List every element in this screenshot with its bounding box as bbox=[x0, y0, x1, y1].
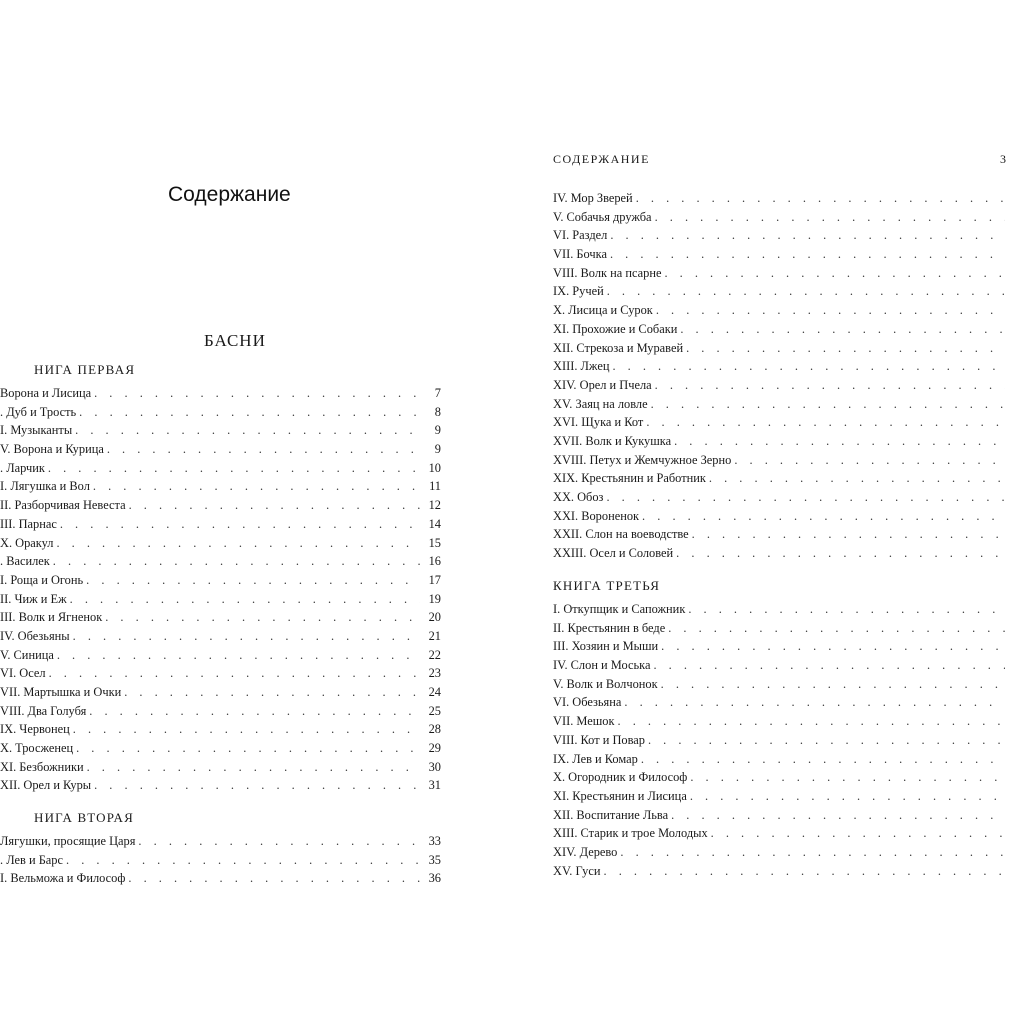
toc-entry-page: 8 bbox=[434, 404, 441, 419]
running-title: СОДЕРЖАНИЕ bbox=[553, 152, 650, 166]
dot-leader bbox=[676, 544, 1005, 563]
dot-leader bbox=[604, 862, 1005, 881]
dot-leader bbox=[89, 702, 420, 721]
dot-leader bbox=[686, 339, 1005, 358]
dot-leader bbox=[636, 189, 1005, 208]
toc-entry[interactable] bbox=[553, 488, 1005, 507]
dot-leader bbox=[612, 357, 1005, 376]
toc-entry-title: Лягушки, просящие Царя bbox=[0, 834, 136, 848]
toc-entry[interactable] bbox=[553, 226, 1005, 245]
toc-entry-page: 21 bbox=[428, 628, 441, 643]
dot-leader bbox=[709, 469, 1005, 488]
toc-entry[interactable] bbox=[553, 862, 1005, 881]
toc-entry-page: 7 bbox=[434, 386, 441, 400]
toc-entry[interactable] bbox=[553, 320, 1005, 339]
toc-entry-title: III. Хозяин и Мыши bbox=[553, 639, 659, 654]
toc-entry-page: 9 bbox=[434, 442, 441, 457]
toc-entry[interactable] bbox=[553, 806, 1005, 825]
dot-leader bbox=[671, 806, 1005, 825]
toc-entry[interactable] bbox=[0, 851, 441, 870]
toc-entry-page: 23 bbox=[428, 666, 441, 681]
dot-leader bbox=[624, 693, 1005, 712]
toc-entry[interactable] bbox=[553, 469, 1005, 488]
dot-leader bbox=[73, 720, 420, 739]
toc-entry-title: III. Волк и Ягненок bbox=[0, 610, 103, 625]
dot-leader bbox=[653, 656, 1005, 675]
dot-leader bbox=[86, 571, 420, 590]
toc-entry[interactable] bbox=[0, 534, 441, 553]
dot-leader bbox=[79, 403, 420, 422]
toc-entry-page: 24 bbox=[428, 685, 441, 699]
toc-entry[interactable] bbox=[553, 619, 1005, 638]
toc-entry[interactable] bbox=[553, 843, 1005, 862]
toc-entry[interactable] bbox=[553, 395, 1005, 414]
toc-entry-title: VIII. Кот и Повар bbox=[553, 732, 645, 747]
dot-leader bbox=[648, 731, 1005, 750]
toc-entry-title: VI. Обезьяна bbox=[553, 695, 622, 710]
toc-entry[interactable] bbox=[553, 656, 1005, 675]
toc-entry-title: XXII. Слон на воеводстве bbox=[553, 527, 689, 542]
dot-leader bbox=[87, 758, 420, 777]
toc-entry[interactable] bbox=[553, 544, 1005, 563]
toc-entry-title: IX. Лев и Комар bbox=[553, 751, 638, 766]
toc-entry-title: VIII. Волк на псарне bbox=[553, 265, 662, 280]
toc-entry[interactable] bbox=[553, 245, 1005, 264]
toc-entry-title: V. Волк и Волчонок bbox=[553, 676, 658, 691]
dot-leader bbox=[606, 488, 1005, 507]
dot-leader bbox=[656, 301, 1005, 320]
toc-entry-title: IV. Слон и Моська bbox=[553, 658, 651, 673]
dot-leader bbox=[651, 395, 1005, 414]
dot-leader bbox=[48, 459, 420, 478]
toc-entry[interactable] bbox=[0, 758, 441, 777]
toc-entry[interactable] bbox=[0, 702, 441, 721]
toc-entry-page: 31 bbox=[428, 778, 441, 793]
toc-entry-title: X. Лисица и Сурок bbox=[553, 303, 653, 318]
dot-leader bbox=[680, 320, 1005, 339]
toc-entry-page: 30 bbox=[428, 759, 441, 774]
toc-entry-title: VI. Осел bbox=[0, 666, 46, 681]
toc-entry-title: XXI. Вороненок bbox=[553, 508, 640, 523]
dot-leader bbox=[105, 608, 420, 627]
dot-leader bbox=[655, 208, 1005, 227]
right-page bbox=[505, 0, 1024, 1024]
toc-entry[interactable] bbox=[0, 720, 441, 739]
dot-leader bbox=[94, 384, 420, 403]
toc-entry[interactable] bbox=[553, 824, 1005, 843]
toc-entry-page: 25 bbox=[428, 703, 441, 718]
dot-leader bbox=[641, 750, 1005, 769]
toc-entry-title: . Ларчик bbox=[0, 460, 45, 475]
toc-entry[interactable] bbox=[553, 301, 1005, 320]
toc-entry[interactable] bbox=[553, 189, 1005, 208]
toc-entry[interactable] bbox=[0, 515, 441, 534]
toc-entry-title: XIV. Дерево bbox=[553, 844, 618, 859]
toc-entry-title: I. Лягушка и Вол bbox=[0, 479, 90, 494]
dot-leader bbox=[642, 507, 1005, 526]
dot-leader bbox=[664, 264, 1005, 283]
toc-entry[interactable] bbox=[553, 208, 1005, 227]
toc-entry-title: Ворона и Лисица bbox=[0, 386, 92, 400]
book-two-toc bbox=[0, 832, 441, 888]
toc-entry-title: XII. Воспитание Льва bbox=[553, 807, 669, 822]
toc-entry-title: XI. Крестьянин и Лисица bbox=[553, 788, 687, 803]
dot-leader bbox=[668, 619, 1005, 638]
toc-entry-title: I. Роща и Огонь bbox=[0, 572, 84, 587]
toc-entry[interactable] bbox=[0, 627, 441, 646]
toc-entry[interactable] bbox=[0, 646, 441, 665]
dot-leader bbox=[60, 515, 420, 534]
toc-entry-title: X. Оракул bbox=[0, 535, 54, 550]
toc-entry[interactable] bbox=[553, 693, 1005, 712]
toc-entry-page: 35 bbox=[428, 852, 441, 867]
toc-entry[interactable] bbox=[0, 496, 441, 515]
dot-leader bbox=[138, 832, 420, 851]
toc-entry-page: 9 bbox=[434, 423, 441, 438]
toc-entry[interactable] bbox=[553, 712, 1005, 731]
toc-entry-title: VI. Раздел bbox=[553, 228, 608, 243]
toc-entry[interactable] bbox=[0, 869, 441, 888]
toc-entry[interactable] bbox=[553, 282, 1005, 301]
toc-entry[interactable] bbox=[0, 459, 441, 478]
toc-entry[interactable] bbox=[0, 739, 441, 758]
dot-leader bbox=[674, 432, 1005, 451]
toc-entry[interactable] bbox=[553, 357, 1005, 376]
dot-leader bbox=[66, 851, 420, 870]
toc-entry-page: 11 bbox=[429, 479, 441, 494]
dot-leader bbox=[688, 600, 1005, 619]
book-two-title: НИГА ВТОРАЯ bbox=[34, 810, 134, 825]
toc-entry-title: V. Собачья дружба bbox=[553, 209, 652, 224]
toc-entry-title: XII. Орел и Куры bbox=[0, 778, 92, 793]
dot-leader bbox=[49, 664, 420, 683]
book-three-toc bbox=[553, 600, 1005, 880]
toc-entry[interactable] bbox=[0, 552, 441, 571]
toc-entry-title: VII. Бочка bbox=[553, 247, 607, 262]
toc-entry-page: 12 bbox=[428, 498, 441, 513]
toc-entry[interactable] bbox=[553, 600, 1005, 619]
toc-entry-title: II. Чиж и Еж bbox=[0, 591, 67, 606]
toc-entry-title: II. Разборчивая Невеста bbox=[0, 498, 126, 513]
toc-entry-page: 33 bbox=[428, 834, 441, 848]
dot-leader bbox=[711, 824, 1005, 843]
toc-entry[interactable] bbox=[0, 421, 441, 440]
toc-entry[interactable] bbox=[0, 590, 441, 609]
toc-entry-title: IX. Червонец bbox=[0, 722, 70, 737]
dot-leader bbox=[655, 376, 1005, 395]
toc-entry-title: XII. Стрекоза и Муравей bbox=[553, 340, 684, 355]
dot-leader bbox=[661, 675, 1005, 694]
dot-leader bbox=[75, 421, 420, 440]
toc-entry-page: 10 bbox=[428, 460, 441, 475]
toc-entry[interactable] bbox=[553, 339, 1005, 358]
dot-leader bbox=[94, 776, 420, 795]
section-heading-fables: БАСНИ bbox=[204, 331, 266, 350]
dot-leader bbox=[610, 245, 1005, 264]
toc-entry-title: XVIII. Петух и Жемчужное Зерно bbox=[553, 452, 732, 467]
toc-entry-title: II. Крестьянин в беде bbox=[553, 620, 666, 635]
toc-entry-page: 36 bbox=[428, 871, 441, 886]
dot-leader bbox=[56, 534, 420, 553]
toc-entry[interactable] bbox=[0, 683, 441, 702]
contents-heading: Содержание bbox=[168, 183, 291, 206]
toc-entry-title: XI. Прохожие и Собаки bbox=[553, 321, 678, 336]
toc-entry[interactable] bbox=[0, 440, 441, 459]
dot-leader bbox=[734, 451, 1005, 470]
toc-entry[interactable] bbox=[553, 413, 1005, 432]
toc-entry-title: XVI. Щука и Кот bbox=[553, 415, 644, 430]
toc-entry-page: 22 bbox=[428, 647, 441, 662]
book-three-title: КНИГА ТРЕТЬЯ bbox=[553, 578, 661, 593]
dot-leader bbox=[53, 552, 420, 571]
toc-entry[interactable] bbox=[553, 432, 1005, 451]
dot-leader bbox=[76, 739, 420, 758]
toc-entry-page: 29 bbox=[428, 741, 441, 756]
toc-entry-title: XV. Гуси bbox=[553, 863, 601, 878]
toc-entry[interactable] bbox=[553, 731, 1005, 750]
dot-leader bbox=[618, 712, 1005, 731]
dot-leader bbox=[129, 496, 420, 515]
toc-entry-title: V. Синица bbox=[0, 647, 54, 662]
dot-leader bbox=[93, 477, 420, 496]
toc-entry-page: 14 bbox=[428, 516, 441, 531]
dot-leader bbox=[690, 787, 1005, 806]
toc-entry-title: X. Тросженец bbox=[0, 741, 74, 756]
toc-entry-page: 17 bbox=[428, 572, 441, 587]
toc-entry-page: 16 bbox=[428, 554, 441, 569]
toc-entry[interactable] bbox=[0, 403, 441, 422]
dot-leader bbox=[690, 768, 1005, 787]
toc-entry[interactable] bbox=[553, 750, 1005, 769]
toc-entry[interactable] bbox=[553, 376, 1005, 395]
toc-entry[interactable] bbox=[0, 608, 441, 627]
toc-entry-title: XIII. Лжец bbox=[553, 359, 610, 374]
toc-entry[interactable] bbox=[0, 832, 441, 851]
toc-entry-title: XIV. Орел и Пчела bbox=[553, 377, 652, 392]
dot-leader bbox=[692, 525, 1005, 544]
dot-leader bbox=[661, 637, 1005, 656]
toc-entry-title: VIII. Два Голубя bbox=[0, 703, 87, 718]
toc-entry-title: VII. Мартышка и Очки bbox=[0, 685, 122, 699]
dot-leader bbox=[620, 843, 1005, 862]
toc-entry-page: 20 bbox=[428, 610, 441, 625]
toc-entry-title: XVII. Волк и Кукушка bbox=[553, 433, 672, 448]
toc-entry[interactable] bbox=[0, 776, 441, 795]
toc-entry[interactable] bbox=[553, 787, 1005, 806]
dot-leader bbox=[607, 282, 1005, 301]
toc-entry-page: 15 bbox=[428, 535, 441, 550]
page-number: 3 bbox=[1000, 152, 1006, 166]
toc-entry-title: . Василек bbox=[0, 554, 50, 569]
toc-entry-title: I. Вельможа и Философ bbox=[0, 871, 126, 886]
toc-entry-title: V. Ворона и Курица bbox=[0, 442, 104, 457]
toc-entry[interactable] bbox=[553, 637, 1005, 656]
toc-entry-title: . Лев и Барс bbox=[0, 852, 63, 867]
dot-leader bbox=[124, 683, 420, 702]
toc-entry-title: IV. Обезьяны bbox=[0, 628, 70, 643]
book-one-title: НИГА ПЕРВАЯ bbox=[34, 362, 136, 377]
toc-entry[interactable] bbox=[553, 675, 1005, 694]
toc-entry-title: III. Парнас bbox=[0, 516, 57, 531]
toc-entry[interactable] bbox=[553, 507, 1005, 526]
toc-entry[interactable] bbox=[0, 477, 441, 496]
book-two-continued-toc bbox=[553, 189, 1005, 563]
toc-entry-title: I. Откупщик и Сапожник bbox=[553, 602, 686, 616]
dot-leader bbox=[73, 627, 420, 646]
toc-entry[interactable] bbox=[553, 525, 1005, 544]
dot-leader bbox=[610, 226, 1005, 245]
toc-entry[interactable] bbox=[0, 664, 441, 683]
toc-entry-title: IX. Ручей bbox=[553, 284, 604, 299]
toc-entry-title: XV. Заяц на ловле bbox=[553, 396, 648, 411]
running-header bbox=[553, 152, 1006, 167]
toc-entry-page: 19 bbox=[428, 591, 441, 606]
toc-entry[interactable] bbox=[0, 384, 441, 403]
dot-leader bbox=[128, 869, 420, 888]
toc-entry-title: XI. Безбожники bbox=[0, 759, 84, 774]
toc-entry-title: XIII. Старик и трое Молодых bbox=[553, 826, 708, 841]
dot-leader bbox=[107, 440, 420, 459]
toc-entry-page: 28 bbox=[428, 722, 441, 737]
toc-entry-title: X. Огородник и Философ bbox=[553, 770, 688, 785]
toc-entry-title: IV. Мор Зверей bbox=[553, 191, 633, 205]
toc-entry[interactable] bbox=[553, 451, 1005, 470]
dot-leader bbox=[57, 646, 420, 665]
toc-entry-title: XX. Обоз bbox=[553, 490, 604, 504]
left-page bbox=[0, 0, 505, 1024]
dot-leader bbox=[70, 590, 420, 609]
toc-entry-title: XIX. Крестьянин и Работник bbox=[553, 471, 706, 486]
toc-entry[interactable] bbox=[553, 768, 1005, 787]
dot-leader bbox=[646, 413, 1005, 432]
toc-entry[interactable] bbox=[553, 264, 1005, 283]
toc-entry-title: VII. Мешок bbox=[553, 714, 615, 729]
toc-entry-title: XXIII. Осел и Соловей bbox=[553, 546, 674, 561]
book-one-toc bbox=[0, 384, 441, 795]
toc-entry-title: I. Музыканты bbox=[0, 423, 73, 438]
toc-entry[interactable] bbox=[0, 571, 441, 590]
toc-entry-title: . Дуб и Трость bbox=[0, 404, 77, 419]
